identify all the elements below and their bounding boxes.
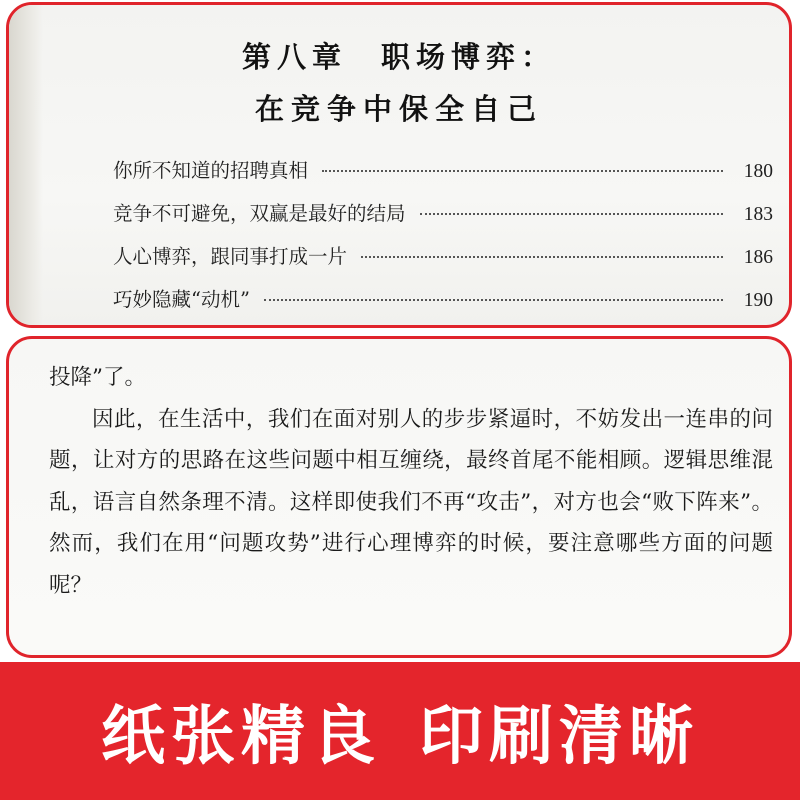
chapter-title: 职场博弈：	[381, 40, 557, 74]
banner-left-text: 纸张精良	[101, 700, 381, 774]
chapter-heading	[9, 35, 789, 76]
paragraph: 投降”了。	[49, 365, 146, 390]
toc-dot-leader	[322, 170, 723, 172]
banner-text	[101, 685, 699, 777]
toc-entry	[113, 241, 773, 284]
book-page-panel	[6, 336, 792, 658]
toc-list	[113, 155, 773, 327]
toc-entry-title: 你所不知道的招聘真相	[113, 159, 309, 182]
toc-entry-page: 180	[743, 161, 773, 182]
paragraph: 因此，在生活中，我们在面对别人的步步紧逼时，不妨发出一连串的问题，让对方的思路在这些问题中相互缠绕，最终首尾不能相顾。逻辑思维混乱，语言自然条理不清。这样即使我们不再“攻击”，对方也会“败下阵来”。然而，我们在用“问题攻势”进行心理博弈的时候，要注意哪些方面的问题呢？	[49, 406, 773, 598]
toc-entry-page: 190	[743, 290, 773, 311]
toc-entry	[113, 198, 773, 241]
toc-entry-page: 186	[743, 247, 773, 268]
chapter-label: 第八章	[241, 40, 347, 74]
toc-entry	[113, 284, 773, 327]
table-of-contents-panel	[6, 2, 792, 328]
banner-right-text: 印刷清晰	[419, 700, 699, 774]
toc-dot-leader	[361, 256, 723, 258]
toc-entry-title: 竞争不可避免，双赢是最好的结局	[113, 202, 406, 225]
toc-entry	[113, 155, 773, 198]
toc-entry-title: 人心博弈，跟同事打成一片	[113, 245, 348, 268]
toc-entry-title: 巧妙隐藏“动机”	[113, 288, 250, 311]
toc-entry-page: 183	[743, 204, 773, 225]
page-body-text	[49, 357, 773, 606]
toc-dot-leader	[420, 213, 723, 215]
chapter-subtitle: 在竞争中保全自己	[254, 92, 543, 126]
toc-dot-leader	[264, 299, 723, 301]
promo-banner	[0, 662, 800, 800]
